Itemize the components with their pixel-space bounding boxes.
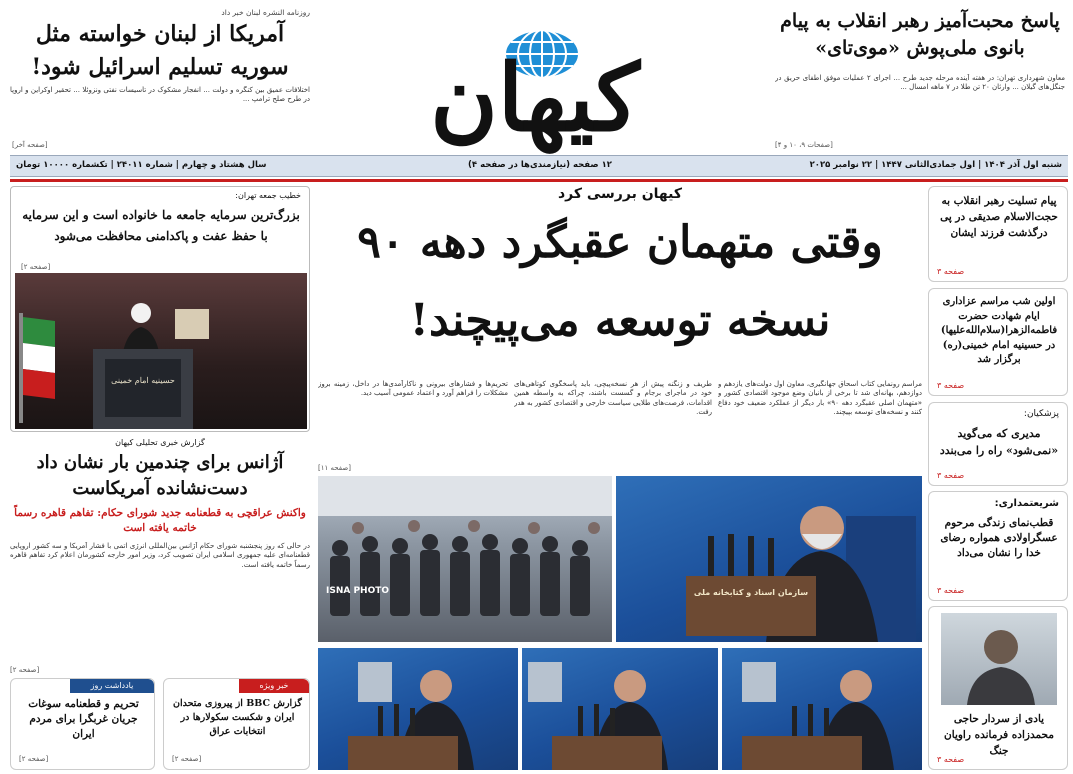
sidebar-title: پیام تسلیت رهبر انقلاب به حجت‌الاسلام صدیقی در پی درگذشت فرزند ایشان xyxy=(940,195,1058,239)
main-body-right: مراسم رونمایی کتاب اسحاق جهانگیری، معاون اول دولت‌های یازدهم و دوازدهم، بهانه‌ای شد تا برخی از بانیان وضع موجود اقتصادی کشور و «متهمان اصلی عقبگرد دهه ۹۰» بار دیگر از عملکرد ضعیف خود دفاع کنند و نسخه‌های توسعه بپیچند. xyxy=(718,380,922,416)
left-story-footer: [صفحه ۲] xyxy=(21,263,51,271)
left-story-2-footer: [صفحه ۲] xyxy=(10,666,40,674)
bottom-box-footer: [صفحه ۲] xyxy=(19,755,49,763)
sidebar-footer: صفحه ۳ xyxy=(937,381,965,390)
bottom-box-title: گزارش BBC از پیروزی متحدان ایران و شکست سکولارها در انتخابات عراق xyxy=(173,698,302,737)
left-story-2-body: در حالی که روز پنجشنبه شورای حکام آژانس بین‌المللی انرژی اتمی با فشار آمریکا و سه کشور اروپایی قطعنامه‌ای علیه جمهوری اسلامی ایران تصویب کرد، وزیر امور خارجه کشورمان اعلام کرد تفاهم قاهره رسماً خاتمه یافته است. xyxy=(10,542,310,569)
left-story-2-title[interactable]: آژانس برای چندمین بار نشان داد دست‌نشانده آمریکاست xyxy=(36,452,284,499)
bottom-box-note[interactable] xyxy=(10,678,155,770)
speaker-figure xyxy=(616,476,922,642)
masthead-left-footer: [صفحه آخر] xyxy=(12,141,48,149)
sidebar-footer: صفحه ۳ xyxy=(937,267,965,276)
sermon-photo xyxy=(15,273,307,429)
sidebar-footer: صفحه ۳ xyxy=(937,471,965,480)
sidebar-card-2[interactable] xyxy=(928,288,1068,396)
sidebar-footer: صفحه ۳ xyxy=(937,586,965,595)
header-rule xyxy=(10,179,1068,182)
bottom-box-special[interactable] xyxy=(163,678,310,770)
sidebar-footer: صفحه ۳ xyxy=(937,755,965,764)
dateline-date: شنبه اول آذر ۱۴۰۴ | اول جمادی‌الثانی ۱۴۴۷ | ۲۲ نوامبر ۲۰۲۵ xyxy=(809,160,1062,170)
sidebar-title: یادی از سردار حاجی محمدزاده فرمانده راویان جنگ xyxy=(944,713,1054,757)
sidebar-title: قطب‌نمای زندگی مرحوم عسگراولادی همواره رضای خدا را نشان می‌داد xyxy=(940,517,1058,559)
masthead-right-snippet: معاون شهرداری تهران: در هفته آینده مرحله جدید طرح ... اجرای ۲ عملیات موفق اطفای حریق در جنگل‌های گیلان ... وارثان ۲۰ تن طلا در ۷ ماهه امسال ... xyxy=(775,74,1065,92)
bottom-box-tag: خبر ویژه xyxy=(239,679,309,693)
sidebar-card-1[interactable] xyxy=(928,186,1068,282)
sidebar-title: اولین شب مراسم عزاداری ایام شهادت حضرت فاطمه‌الزهرا(سلام‌الله‌علیها) در حسینیه امام خمینی(ره) برگزار شد xyxy=(940,296,1058,365)
speaker-figure xyxy=(318,648,518,770)
speaker-photo-large xyxy=(616,476,922,642)
bottom-box-footer: [صفحه ۲] xyxy=(172,755,202,763)
bottom-box-tag: یادداشت روز xyxy=(70,679,154,693)
person-silhouette-icon xyxy=(941,613,1057,705)
masthead-left-daily-label: روزنامه النشره لبنان خبر داد xyxy=(221,8,310,17)
main-headline-2[interactable]: نسخه توسعه می‌پیچند! xyxy=(409,295,831,346)
photo-credit: ISNA PHOTO xyxy=(326,586,390,596)
left-story-2-label: گزارش خبری تحلیلی کیهان xyxy=(115,438,205,447)
speaker-photo-2 xyxy=(522,648,718,770)
sidebar-title: مدیری که می‌گوید «نمی‌شود» راه را می‌بندد xyxy=(939,427,1059,457)
portrait-photo xyxy=(941,613,1057,705)
sermon-scene xyxy=(15,273,307,429)
masthead xyxy=(0,0,1073,155)
logo-wordmark: کیهان xyxy=(430,44,640,152)
dateline-issue: سال هشتاد و چهارم | شماره ۲۴۰۱۱ | تکشماره ۱۰۰۰۰ تومان xyxy=(16,160,267,170)
left-story-2-subtitle: واکنش عراقچی به قطعنامه جدید شورای حکام: تفاهم قاهره رسماً خاتمه یافته است xyxy=(14,507,306,534)
masthead-left-snippet: اختلافات عمیق بین کنگره و دولت ... انفجار مشکوک در تأسیسات نفتی ونزوئلا ... تحقیر اوکراین و اروپا در طرح صلح ترامپ ... xyxy=(10,86,310,104)
sidebar-label: شریعتمداری: xyxy=(994,498,1059,509)
speaker-figure xyxy=(522,648,718,770)
masthead-right-footer: [صفحات ۹، ۱۰ و ۴] xyxy=(775,141,833,149)
podium-label: سازمان اسناد و کتابخانه ملی xyxy=(693,588,809,597)
speaker-figure xyxy=(722,648,922,770)
main-body-center: طریف و زنگنه پیش از هر نسخه‌پیچی، باید پاسخگوی کوتاهی‌های خود در ماجرای برجام و گسست باشند، چراکه به واسطه همین اقدامات، فرصت‌های طلایی سیاست خارجی و اقتصادی کشور به هدر رفت. xyxy=(514,380,712,416)
audience-figures xyxy=(318,476,612,642)
left-story-label: خطیب جمعه تهران: xyxy=(235,191,301,200)
speaker-photo-3 xyxy=(722,648,922,770)
left-story-title: بزرگ‌ترین سرمایه جامعه ما خانواده است و این سرمایه با حفظ عفت و پاکدامنی محافظت می‌شود xyxy=(22,208,300,243)
sidebar-label: پزشکیان: xyxy=(1023,409,1059,419)
newspaper-logo xyxy=(375,10,695,152)
masthead-right-title[interactable]: پاسخ محبت‌آمیز رهبر انقلاب به پیام بانوی ملی‌پوش «موی‌تای» xyxy=(780,10,1060,59)
sidebar-card-5[interactable] xyxy=(928,606,1068,770)
sidebar-card-4[interactable] xyxy=(928,491,1068,601)
dateline-bar xyxy=(10,155,1068,177)
main-headline-1[interactable]: وقتی متهمان عقبگرد دهه ۹۰ xyxy=(357,217,883,268)
sidebar-card-3[interactable] xyxy=(928,402,1068,486)
bottom-box-title: تحریم و قطعنامه سوغات جریان غربگرا برای مردم ایران xyxy=(28,698,139,740)
dateline-pages: ۱۲ صفحه (نیازمندی‌ها در صفحه ۴) xyxy=(468,160,612,170)
main-kicker: کیهان بررسی کرد xyxy=(557,186,683,202)
left-story-box[interactable] xyxy=(10,186,310,432)
speaker-photo-1 xyxy=(318,648,518,770)
main-body-left: تحریم‌ها و فشارهای بیرونی و ناکارآمدی‌ها در داخل، زمینه بروز مشکلات را فراهم آورد و اعتماد عمومی آسیب دید. xyxy=(318,380,508,398)
main-footer: [صفحه ۱۱] xyxy=(318,464,351,472)
audience-photo xyxy=(318,476,612,642)
pulpit-banner-text: حسینیه امام خمینی xyxy=(111,376,175,385)
masthead-left-title[interactable]: آمریکا از لبنان خواسته مثل سوریه تسلیم اسرائیل شود! xyxy=(31,21,289,80)
